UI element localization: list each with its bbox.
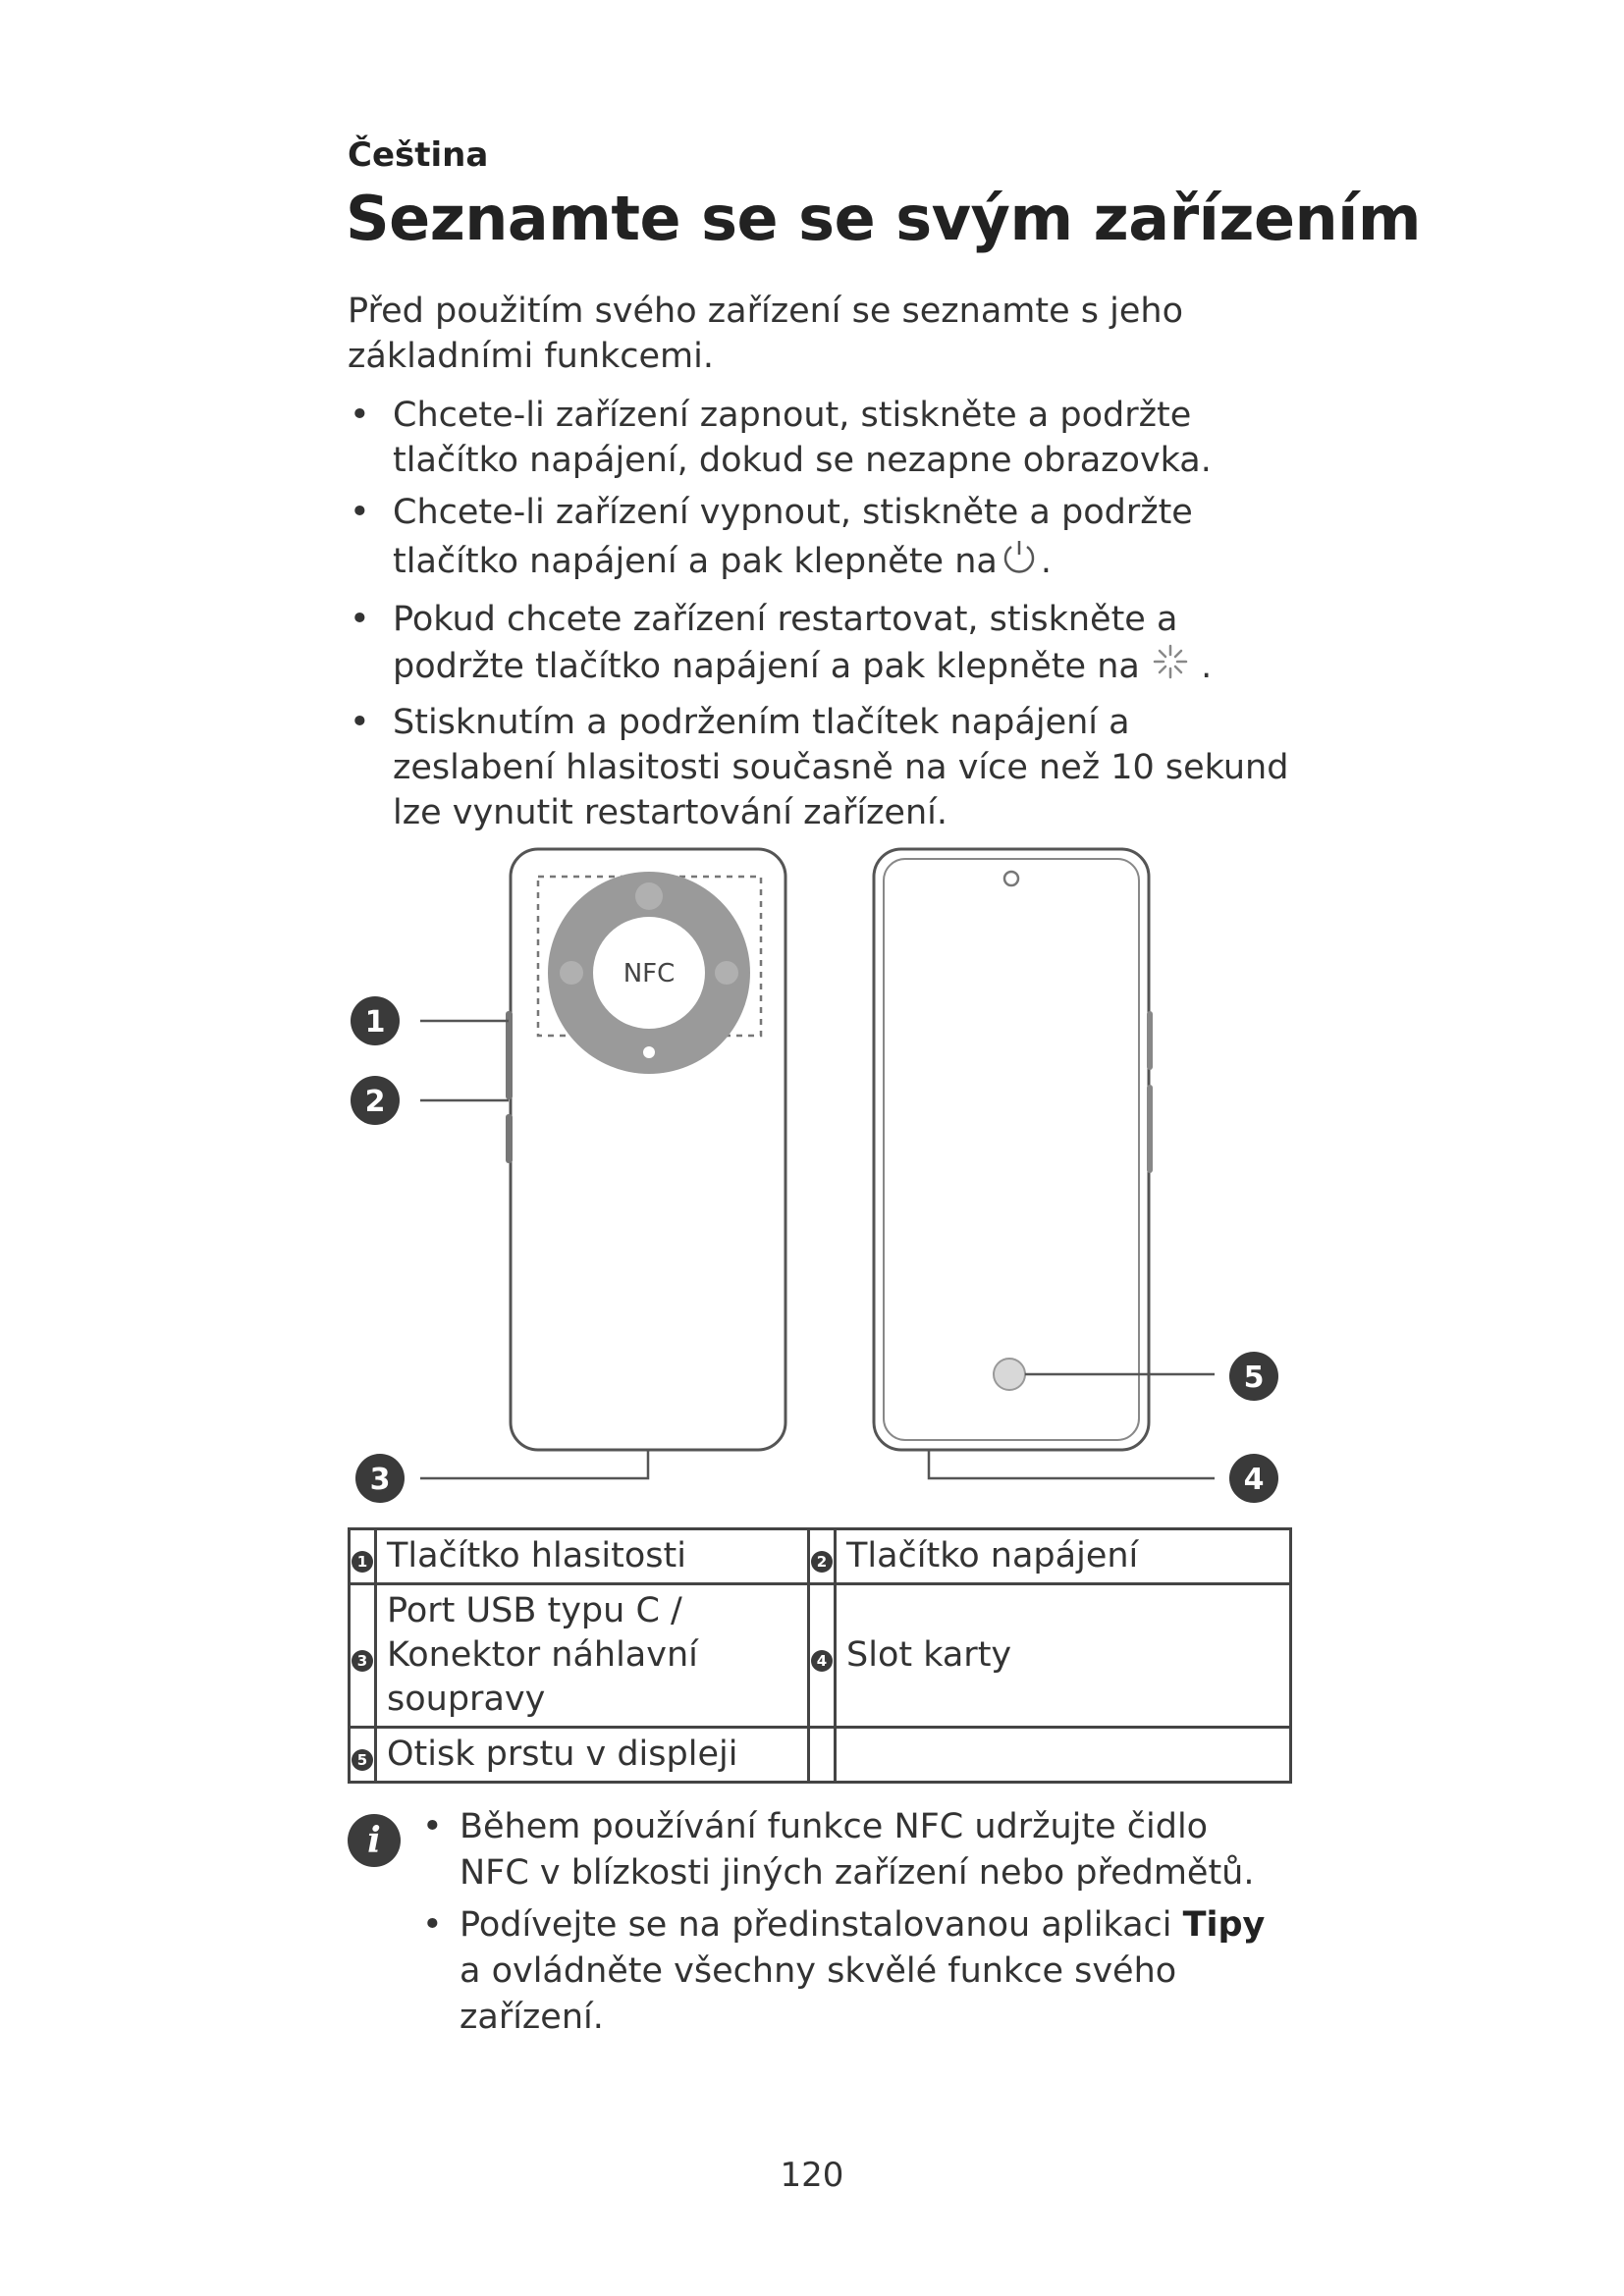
- info-icon: i: [348, 1814, 401, 1867]
- list-item-text: Chcete-li zařízení vypnout, stiskněte a podržte tlačítko napájení a pak klepněte na: [393, 493, 1193, 581]
- note-text: a ovládněte všechny skvělé funkce svého zařízení.: [460, 1951, 1177, 2037]
- legend-number: 4: [811, 1650, 833, 1672]
- legend-num-cell: [809, 1584, 836, 1728]
- list-item-text: Pokud chcete zařízení restartovat, stiskněte a podržte tlačítko napájení a pak klepněte na: [393, 600, 1178, 686]
- legend-num-cell: [350, 1584, 376, 1728]
- note-text: Během používání funkce NFC udržujte čidlo NFC v blízkosti jiných zařízení nebo předmětů.: [460, 1807, 1255, 1893]
- legend-label: Slot karty: [836, 1584, 1291, 1728]
- note-text: Podívejte se na předinstalovanou aplikaci: [460, 1905, 1183, 1945]
- list-item-text: Stisknutím a podržením tlačítek napájení a zeslabení hlasitosti současně na více než 10 sekund lze vynutit restartování zařízení.: [393, 703, 1289, 832]
- legend-number: 2: [811, 1551, 833, 1573]
- camera-lens: [635, 882, 663, 910]
- callout-5-label: 5: [1243, 1361, 1265, 1395]
- side-button: [1147, 1011, 1153, 1070]
- power-icon: [998, 535, 1041, 590]
- list-item-suffix: .: [1040, 542, 1052, 581]
- legend-label: Tlačítko napájení: [836, 1529, 1291, 1584]
- camera-lens: [715, 961, 738, 985]
- callout-2-label: 2: [364, 1085, 386, 1119]
- list-item: [348, 393, 1290, 483]
- nfc-label: NFC: [623, 959, 676, 988]
- page-number: 120: [780, 2156, 844, 2195]
- legend-number: 3: [352, 1650, 373, 1672]
- side-button: [1147, 1085, 1153, 1173]
- list-item-suffix: .: [1201, 647, 1213, 686]
- list-item: [348, 490, 1290, 590]
- callout-3-label: 3: [369, 1463, 391, 1497]
- legend-number: 5: [352, 1749, 373, 1771]
- fingerprint-sensor: [994, 1359, 1025, 1390]
- flash: [643, 1046, 655, 1058]
- legend-table: [348, 1527, 1292, 1784]
- table-row: [350, 1728, 1291, 1783]
- intro-paragraph: Před použitím svého zařízení se seznamte s jeho základními funkcemi.: [348, 292, 1183, 376]
- list-item: [422, 1902, 1286, 2041]
- legend-number: 1: [352, 1551, 373, 1573]
- list-item: [348, 597, 1290, 693]
- list-item: [422, 1804, 1286, 1896]
- legend-label: Otisk prstu v displeji: [376, 1728, 809, 1783]
- legend-label: [836, 1728, 1291, 1783]
- list-item-text: Chcete-li zařízení zapnout, stiskněte a podržte tlačítko napájení, dokud se nezapne obrazovka.: [393, 396, 1212, 480]
- table-row: [350, 1529, 1291, 1584]
- legend-num-cell: [350, 1728, 376, 1783]
- table-row: [350, 1584, 1291, 1728]
- device-diagram: [334, 834, 1306, 1522]
- camera-lens: [560, 961, 583, 985]
- instruction-list: [348, 393, 1290, 842]
- tips-app-name: Tipy: [1182, 1905, 1266, 1945]
- callout-1-label: 1: [364, 1005, 386, 1040]
- notes-list: [422, 1804, 1286, 2047]
- language-label: Čeština: [348, 135, 489, 175]
- power-button: [506, 1114, 513, 1163]
- page-title: Seznamte se se svým zařízením: [346, 183, 1422, 254]
- legend-num-cell: [809, 1529, 836, 1584]
- legend-num-cell: [809, 1728, 836, 1783]
- list-item: [348, 700, 1290, 835]
- legend-num-cell: [350, 1529, 376, 1584]
- volume-button: [506, 1011, 513, 1099]
- legend-label: Port USB typu C / Konektor náhlavní soupravy: [376, 1584, 809, 1728]
- restart-icon: [1151, 642, 1190, 693]
- callout-4-label: 4: [1243, 1463, 1265, 1497]
- legend-label: Tlačítko hlasitosti: [376, 1529, 809, 1584]
